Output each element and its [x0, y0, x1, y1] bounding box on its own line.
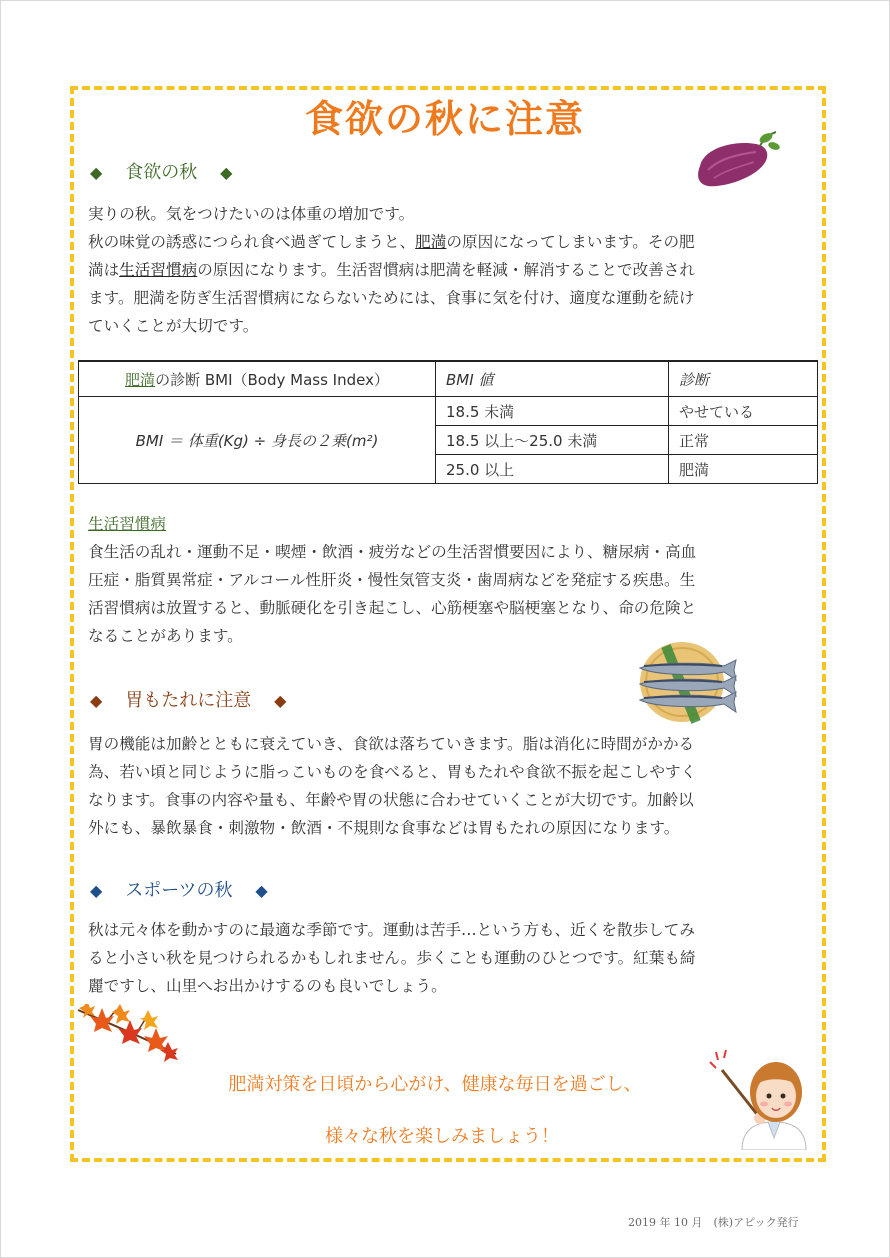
heading-stomach-text: 胃もたれに注意 — [125, 690, 252, 711]
doctor-illustration — [708, 1046, 818, 1150]
bmi-formula: BMI ＝ 体重(Kg) ÷ 身長の２乗(m²) — [79, 397, 436, 484]
term-obesity-link: 肥満 — [125, 370, 156, 389]
paragraph-line: 実りの秋。気をつけたいのは体重の増加です。 — [88, 205, 415, 223]
paragraph-line: 胃の機能は加齢とともに衰えていき、食欲は落ちていきます。脂は消化に時間がかかる — [88, 735, 695, 753]
diamond-icon: ◆ — [255, 881, 268, 900]
paragraph-line: 秋は元々体を動かすのに最適な季節です。運動は苦手…という方も、近くを散歩してみ — [88, 921, 695, 939]
text-span: の原因になってしまいます。その肥 — [446, 233, 695, 251]
paragraph-line — [88, 228, 800, 256]
paragraph-line: 外にも、暴飲暴食・刺激物・飲酒・不規則な食事などは胃もたれの原因になります。 — [88, 819, 680, 837]
appetite-paragraph — [88, 200, 800, 340]
footer-publisher: 2019 年 10 月 (株)アピック発行 — [628, 1216, 799, 1229]
closing-line-2: 様々な秋を楽しみましょう！ — [325, 1126, 559, 1147]
text-span: 秋の味覚の誘惑につられ食べ過ぎてしまうと、 — [88, 233, 416, 251]
paragraph-line: 食生活の乱れ・運動不足・喫煙・飲酒・疲労などの生活習慣要因により、糖尿病・高血 — [88, 543, 697, 561]
closing-line-1: 肥満対策を日頃から心がけ、健康な毎日を過ごし、 — [228, 1074, 642, 1095]
text-span: の原因になります。生活習慣病は肥満を軽減・解消することで改善され — [197, 261, 695, 279]
table-cell: 肥満 — [669, 455, 818, 484]
paragraph-line: 麗ですし、山里へお出かけするのも良いでしょう。 — [88, 977, 447, 995]
diamond-icon: ◆ — [90, 881, 103, 900]
heading-sports — [90, 876, 268, 902]
heading-appetite-text: 食欲の秋 — [125, 162, 198, 183]
term-lifestyle-disease: 生活習慣病 — [119, 261, 198, 279]
fish-plate-illustration — [636, 636, 740, 726]
lifestyle-disease-title: 生活習慣病 — [88, 515, 166, 533]
heading-appetite — [90, 158, 232, 184]
paragraph-line: 活習慣病は放置すると、動脈硬化を引き起こし、心筋梗塞や脳梗塞となり、命の危険と — [88, 599, 697, 617]
term-obesity: 肥満 — [415, 233, 447, 251]
header-text: の診断 BMI（Body Mass Index） — [155, 370, 389, 389]
paragraph-line — [88, 256, 800, 284]
lifestyle-paragraph — [88, 538, 800, 650]
table-cell: 18.5 以上～25.0 未満 — [436, 426, 669, 455]
heading-stomach — [90, 686, 286, 712]
diamond-icon: ◆ — [274, 691, 287, 710]
maple-leaves-illustration — [76, 1004, 186, 1064]
page-title: 食欲の秋に注意 — [304, 97, 585, 141]
text-span: 満は — [88, 261, 120, 279]
table-row — [79, 397, 818, 426]
paragraph-line: なることがあります。 — [88, 627, 243, 645]
diamond-icon: ◆ — [90, 691, 103, 710]
paragraph-line: なります。食事の内容や量も、年齢や胃の状態に合わせていくことが大切です。加齢以 — [88, 791, 694, 809]
paragraph-line: 圧症・脂質異常症・アルコール性肝炎・慢性気管支炎・歯周病などを発症する疾患。生 — [88, 571, 696, 589]
paragraph-line: ると小さい秋を見つけられるかもしれません。歩くことも運動のひとつです。紅葉も綺 — [88, 949, 696, 967]
paragraph-line: 為、若い頃と同じように脂っこいものを食べると、胃もたれや食欲不振を起こしやすく — [88, 763, 697, 781]
stomach-paragraph — [88, 730, 800, 842]
sports-paragraph — [88, 916, 800, 1000]
bmi-table — [78, 360, 818, 484]
diamond-icon: ◆ — [90, 163, 103, 182]
table-header-cell — [79, 361, 436, 397]
sweet-potato-illustration — [694, 126, 780, 192]
paragraph-line: ていくことが大切です。 — [88, 317, 259, 335]
table-header-row — [79, 361, 818, 397]
table-cell: やせている — [669, 397, 818, 426]
table-cell: 正常 — [669, 426, 818, 455]
table-header-cell: 診断 — [669, 361, 818, 397]
table-cell: 25.0 以上 — [436, 455, 669, 484]
diamond-icon: ◆ — [220, 163, 233, 182]
paragraph-line: ます。肥満を防ぎ生活習慣病にならないためには、食事に気を付け、適度な運動を続け — [88, 289, 695, 307]
table-header-cell: BMI 値 — [436, 361, 669, 397]
table-cell: 18.5 未満 — [436, 397, 669, 426]
heading-sports-text: スポーツの秋 — [125, 880, 233, 901]
